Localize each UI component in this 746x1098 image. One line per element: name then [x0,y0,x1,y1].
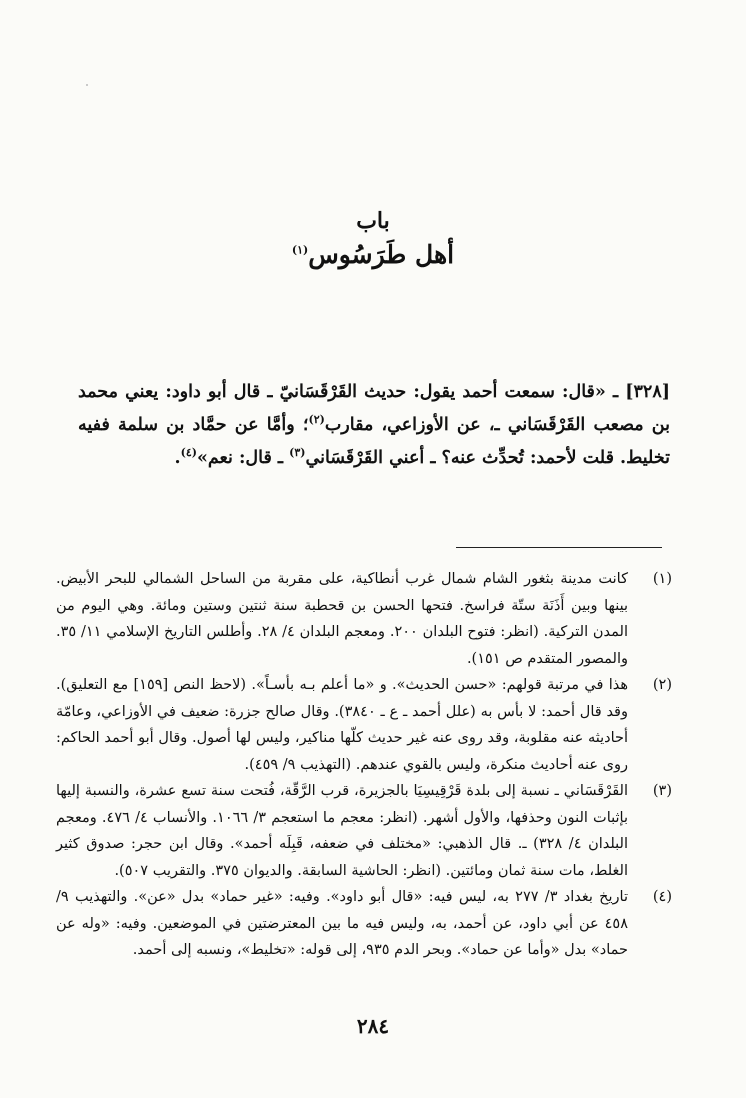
footnote-text: كانت مدينة بثغور الشام شمال غرب أنطاكية، على مقربة من الساحل الشمالي للبحر الأبيض. بينها وبين أَذَنَة ستّة فراسخ. فتحها الحسن بن قحطبة سنة ثنتين وستين ومائة. وهي اليوم من المدن التركية. (انظر: فتوح البلدان ٢٠٠. ومعجم البلدان ٤/ ٢٨. وأطلس التاريخ الإسلامي ١١/ ٣٥. والمصور المتقدم ص ١٥١). [56,571,628,667]
footnote-divider [456,547,662,548]
footnote-text: تاريخ بغداد ٣/ ٢٧٧ به، ليس فيه: «قال أبو داود». وفيه: «غير حماد» بدل «عن». والتهذيب ٩/ ٤٥٨ عن أبي داود، عن أحمد، به، وليس فيه ما بين المعترضتين في الموضعين. وفيه: «وله عن حماد» بدل «وأما عن حماد». وبحر الدم ٩٣٥، إلى قوله: «تخليط»، ونسبه إلى أحمد. [56,889,628,958]
footnote-text: هذا في مرتبة قولهم: «حسن الحديث». و «ما أعلم بـه بأسـاً». (لاحظ النص [١٥٩] مع التعليق). وقد قال أحمد: لا بأس به (علل أحمد ـ ع ـ ٣٨٤٠). وقال صالح جزرة: ضعيف في الأوزاعي، وعامّة أحاديثه عنه مقلوبة، وقد روى عنه غير حديث كلّها مناكير، وليس لها أصول. وقال أبو أحمد الحاكم: روى عنه أحاديث منكرة، وليس بالقوي عندهم. (التهذيب ٩/ ٤٥٩). [56,677,628,773]
narration-text-2: ؛ وأمَّا عن حمَّاد بن سلمة ففيه تخليط. قلت لأحمد: تُحدِّث عنه؟ ـ أعني القَرْقَسَاني [78,415,670,468]
footnote-ref-2: (٢) [308,413,325,427]
narration-328 [78,376,670,475]
footnote-ref-4: (٤) [180,446,197,460]
footnote-text: القَرْقَسَاني ـ نسبة إلى بلدة قَرْقِيسِيَا بالجزيرة، قرب الرَّقّة، فُتحت سنة تسع عشرة، والنسبة إليها بإثبات النون وحذفها، والأول أشهر. (انظر: معجم ما استعجم ٣/ ١٠٦٦. والأنساب ٤/ ٤٧٦. ومعجم البلدان ٤/ ٣٢٨) ـ. قال الذهبي: «مختلف في ضعفه، قَبِلَه أحمد». وقال ابن حجر: صدوق كثير الغلط، مات سنة ثمان ومائتين. (انظر: الحاشية السابقة. والديوان ٣٧٥. والتقريب ٥٠٧). [56,783,628,879]
footnote-2 [56,672,672,778]
footnote-number: (١) [652,571,672,587]
page-number: ٢٨٤ [356,1014,390,1038]
narration-text-4: . [174,448,181,468]
footnote-number: (٢) [652,677,672,693]
footnotes [56,566,672,964]
footnote-3 [56,778,672,884]
speck [86,84,88,86]
footnote-ref-1: (١) [291,243,309,257]
section-title-text: أهل طَرَسُوس [308,240,455,269]
section-title [0,237,746,273]
footnote-1 [56,566,672,672]
footnote-4 [56,884,672,964]
chapter-heading [0,205,746,273]
main-text [78,376,670,475]
narration-text-3: ـ قال: نعم» [196,448,290,468]
narration-text-1: [٣٢٨] ـ «قال: سمعت أحمد يقول: حديث القَرْقَسَانيّ ـ قال أبو داود: يعني محمد بن مصعب القَرْقَسَاني ـ، عن الأوزاعي، مقارب [78,382,670,435]
footnote-number: (٤) [652,889,672,905]
chapter-label: باب [356,208,390,234]
footnote-number: (٣) [652,783,672,799]
footnote-ref-3: (٣) [289,446,306,460]
